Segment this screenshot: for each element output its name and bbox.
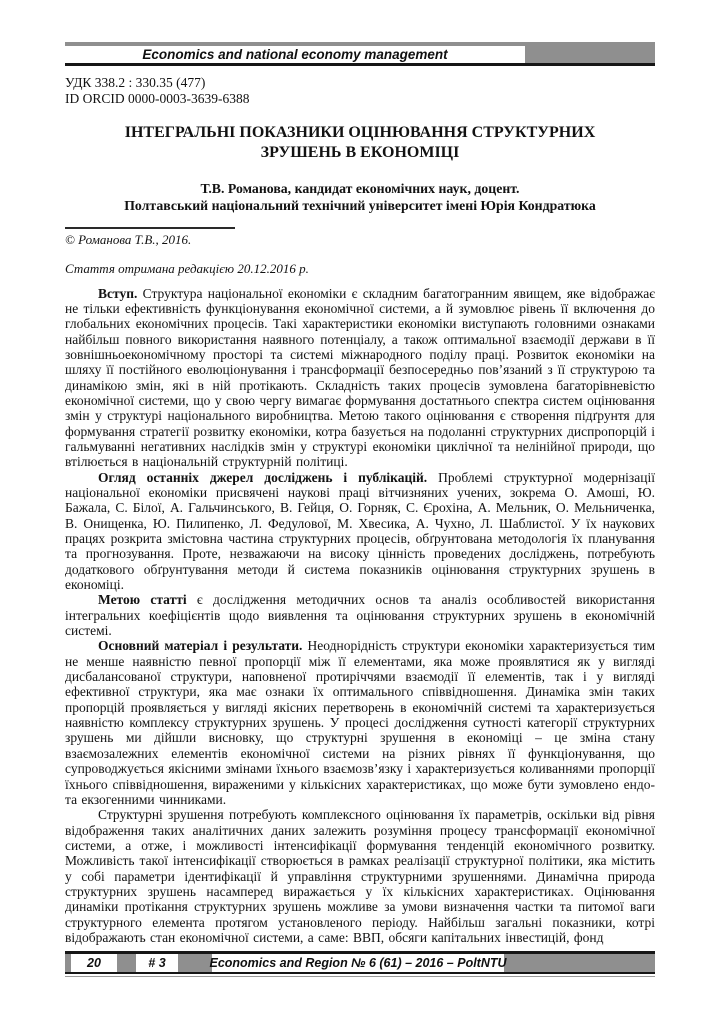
header-gray-fill	[525, 46, 655, 63]
footer-bottom-rule	[65, 972, 655, 975]
article-meta	[65, 75, 655, 106]
author-block	[65, 181, 655, 214]
paragraph-lead: Огляд останніх джерел досліджень і публікацій.	[98, 469, 428, 485]
article-title	[65, 123, 655, 162]
article-affiliation: Полтавський національний технічний університет імені Юрія Кондратюка	[124, 197, 596, 213]
paragraph-lead: Основний матеріал і результати.	[98, 638, 303, 654]
orcid-id: ID ORCID 0000-0003-3639-6388	[65, 90, 250, 106]
article-author: Т.В. Романова, кандидат економічних наук, доцент.	[200, 181, 520, 196]
paragraph-main-material	[65, 638, 655, 807]
paragraph-text: Структурні зрушення потребують комплексного оцінювання їх параметрів, оскільки від рівня відображення таких аналітичних даних залежить розуміння процесу трансформації економічної системи, а отже, і можливості інтенсифікації формування тенденцій економічного розвитку. Можливість такої інтенсифікації створюється в рамках реалізації структурної політики, яка містить у собі параметри ідентифікації й управління структурними зрушеннями. Динамічна природа структурних зрушень насамперед виражається у їх кількісних характеристиках. Оцінювання динаміки протікання структурних зрушень можливе за умови визначення частки та питомої ваги структурного елемента протягом установленого періоду. Найбільш загальні показники, котрі відображають стан економічної системи, а саме: ВВП, обсяги капітальних інвестицій, фонд	[65, 807, 655, 945]
paragraph-text: є дослідження методичних основ та аналіз особливостей використання інтегральних коефіцієнтів щодо виявлення та оцінювання структурних зрушень в економічній системі.	[65, 592, 655, 639]
paragraph-intro	[65, 286, 655, 470]
paragraph-structural-shifts	[65, 807, 655, 945]
running-head-cell	[65, 46, 525, 63]
article-body	[65, 286, 655, 946]
paragraph-text: Структура національної економіки є складним багатогранним явищем, яке відображає не тільки ефективність функціонування економічної системи, а й зумовлює рівень її включення до глобальних економічних процесів. Такі характеристики економіки виступають головними ознаками найбільш повного використання наявного потенціалу, а також оптимальної взаємодії держави в її зовнішньоекономічному просторі та системі міжнародного поділу праці. Розвиток економіки на шляху її постійного еволюціонування і трансформації безпосередньо пов’язаний з її структурою та динамікою змін, які в ній протікають. Складність таких процесів зумовлена багаторівневістю економічної системи, що у свою чергу вимагає формування достатнього спектра систем оцінювання змін у структурі національного виробництва. Метою такого оцінювання є створення підґрунтя для формування стратегії розвитку економіки, котра базується на подоланні структурних диспропорцій і гальмуванні негативних наслідків змін у структурі економіки циклічної та нелінійної природи, що втілюється в національній структурній політиці.	[65, 285, 655, 470]
paragraph-sources-review	[65, 470, 655, 593]
paragraph-lead: Вступ.	[98, 285, 138, 301]
copyright-divider	[65, 227, 235, 229]
header-row	[65, 46, 655, 63]
received-line: Стаття отримана редакцією 20.12.2016 р.	[65, 260, 309, 276]
page-content	[65, 0, 655, 945]
footer-shadow-rule	[65, 976, 655, 977]
page-footer	[65, 951, 655, 977]
paragraph-text: Проблемі структурної модернізації національної економіки присвячені наукові праці вітчизняних учених, зокрема О. Амоші, Ю. Бажала, С. Білої, А. Гальчинського, В. Гейця, О. Горняк, С. Єрохіна, А. Мельник, О. Мельниченка, В. Онищенка, Ю. Пилипенко, Л. Федулової, М. Хвесика, А. Чухно, Л. Шаблистої. У їх наукових працях розкрита змістовна частина структурних процесів, обґрунтована методологія їх планування та прогнозування. Проте, незважаючи на високу цінність проведених досліджень, потребують додаткового обґрунтування методи й система показників оцінювання структурних зрушень в економіці.	[65, 469, 655, 593]
issue-number: # 3	[136, 954, 178, 972]
paragraph-text: Неоднорідність структури економіки характеризується тим не менше наявністю певної пропорції між її елементами, яка може проявлятися як у вигляді дисбалансованої структури, наповненої протиріччями взаємодії її елементів, так і у вигляді ефективної структури, яка має ознаки їх оптимального співвідношення. Динаміка змін таких пропорцій проявляється у вигляді якісних перетворень в економічній системі та характеризується наявністю комплексу структурних зрушень. У процесі дослідження сутності категорії структурних зрушень ми дійшли висновку, що структурні зрушення в економіці – це зміна стану взаємозалежних елементів економічної системи на різних рівнях її функціонування, що супроводжується якісними змінами їхнього взаємозв’язку і характеризується коливаннями пропорції їхнього співвідношення, вираженими у кількісних характеристиках, що може бути зумовлено ендо- та екзогенними чинниками.	[65, 638, 655, 807]
journal-line: Economics and Region № 6 (61) – 2016 – PoltNTU	[209, 955, 507, 970]
article-title-line-1: ІНТЕГРАЛЬНІ ПОКАЗНИКИ ОЦІНЮВАННЯ СТРУКТУРНИХ	[124, 124, 596, 141]
page-header	[65, 42, 655, 66]
article-title-line-2: ЗРУШЕНЬ В ЕКОНОМІЦІ	[260, 143, 460, 161]
page-number: 20	[71, 954, 117, 972]
paragraph-article-aim	[65, 592, 655, 638]
copyright-line: © Романова Т.В., 2016.	[65, 231, 192, 247]
running-head: Economics and national economy management	[142, 47, 448, 62]
paragraph-lead: Метою статті	[98, 592, 187, 608]
udc-code: УДК 338.2 : 330.35 (477)	[65, 75, 206, 90]
footer-row	[65, 954, 655, 972]
header-bottom-rule	[65, 63, 655, 66]
